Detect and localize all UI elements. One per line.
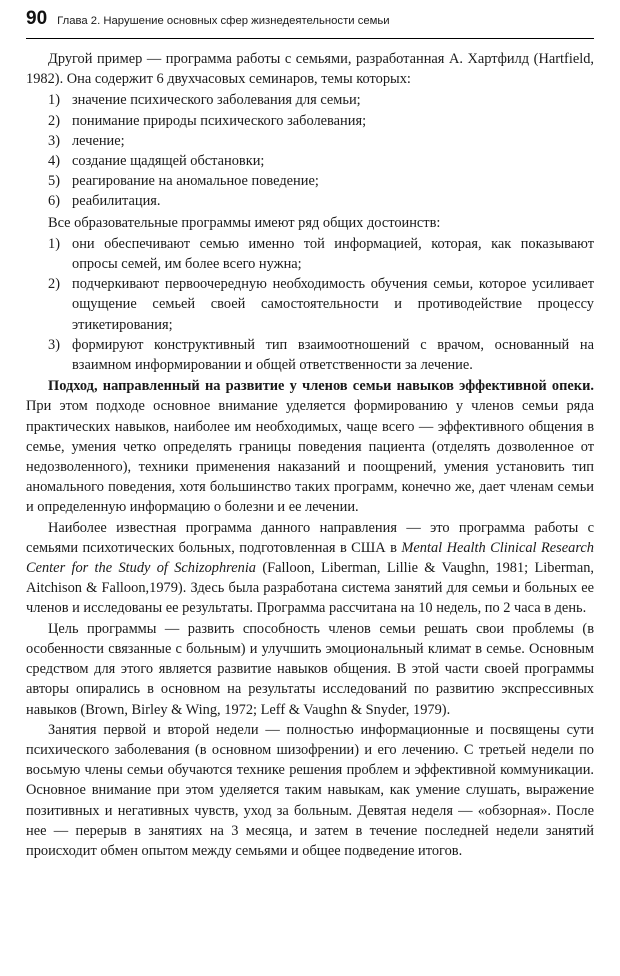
paragraph-goal: Цель программы — развить способность членов семьи решать свои проблемы (в особенности связанные с больным) и улучшить эмоциональный климат в семье. Основным средством для этого является развитие навыков общения. В этой части своей программы авторы опирались в основном на результаты исследований по развитию экспрессивных навыков (Brown, Birley & Wing, 1972; Leff & Vaughn & Snyder, 1979). [26,620,594,718]
list-item [26,335,594,375]
page-content [26,39,594,861]
list-item-text: значение психического заболевания для семьи; [72,92,361,109]
list-item [26,90,594,110]
list-item [26,274,594,335]
approach-heading: Подход, направленный на развитие у членов семьи навыков эффективной опеки. [48,378,594,395]
list-item-text: лечение; [72,132,125,149]
paragraph-advantages-intro: Все образовательные программы имеют ряд общих достоинств: [48,214,441,231]
list-item-text: понимание природы психического заболевания; [72,112,367,129]
list-item-text: создание щадящей обстановки; [72,153,265,170]
paragraph-approach [26,376,594,517]
running-title: Глава 2. Нарушение основных сфер жизнедеятельности семьи [57,15,390,27]
list-marker: 5) [48,173,60,190]
list-marker: 1) [48,92,60,109]
approach-text: При этом подходе основное внимание уделяется формированию у членов семьи ряда практических навыков, наиболее им необходимых, чаще всего — эффективного общения в семье, умения четко определять границы поведения пациента (отделять дозволенное от недозволенного), техники применения наказаний и поощрений, умения установить тип аномального поведения, хотя большинство таких программ, конечно же, дает членам семьи и определенную информацию о болезни и ее лечении. [26,398,594,516]
list-marker: 4) [48,153,60,170]
list-marker: 6) [48,193,60,210]
program-center-name: Mental Health Clinical Research Center for the Study of Schizophrenia [26,539,594,577]
list-marker: 3) [48,336,60,353]
page-header [26,0,594,36]
advantages-list [26,234,594,375]
program-text-a: Наиболее известная программа данного направления — это программа работы с семьями психотических больных, подготовленная в США в [26,519,594,556]
list-item-text: формируют конструктивный тип взаимоотношений с врачом, основанный на взаимном информировании и общей ответственности за лечение. [72,336,594,374]
paragraph-program [26,518,594,619]
list-item [26,191,594,211]
list-item-text: реабилитация. [72,193,161,210]
list-item [26,171,594,191]
paragraph-schedule: Занятия первой и второй недели — полностью информационные и посвящены сути психического заболевания (в основном шизофрении) и его лечению. С третьей недели по восьмую члены семьи обучаются технике решения проблем и эффективной коммуникации. Основное внимание при этом уделяется таким навыкам, как умение слушать, выражение позитивных и негативных чувств, уход за больным. Девятая неделя — «обзорная». После нее — перерыв в занятиях на 3 месяца, и затем в течение последней недели занятий происходит обмен опытом между семьями и общее подведение итогов. [26,721,594,859]
list-marker: 3) [48,132,60,149]
list-item [26,234,594,274]
list-item [26,111,594,131]
list-item-text: реагирование на аномальное поведение; [72,173,319,190]
list-marker: 1) [48,235,60,252]
seminar-topics-list [26,90,594,211]
list-item [26,131,594,151]
page-number: 90 [26,8,48,29]
list-item-text: подчеркивают первоочередную необходимость обучения семьи, которое усиливает ощущение семьей своей самостоятельности и противодействие процессу этикетирования; [72,276,594,333]
list-item-text: они обеспечивают семью именно той информацией, которая, как показывают опросы семей, им более всего нужна; [72,235,594,273]
list-marker: 2) [48,276,60,293]
list-item [26,151,594,171]
list-marker: 2) [48,112,60,129]
program-text-b: (Falloon, Liberman, Lillie & Vaughn, 1981; Liberman, Aitchison & Falloon,1979). Здесь была разработана система занятий для семьи и больных ее членов и исследованы ее результаты. Программа рассчитана на 10 недель, по 2 часа в день. [26,560,594,617]
paragraph-intro: Другой пример — программа работы с семьями, разработанная А. Хартфилд (Hartfield, 1982). Она содержит 6 двухчасовых семинаров, темы которых: [26,51,594,88]
